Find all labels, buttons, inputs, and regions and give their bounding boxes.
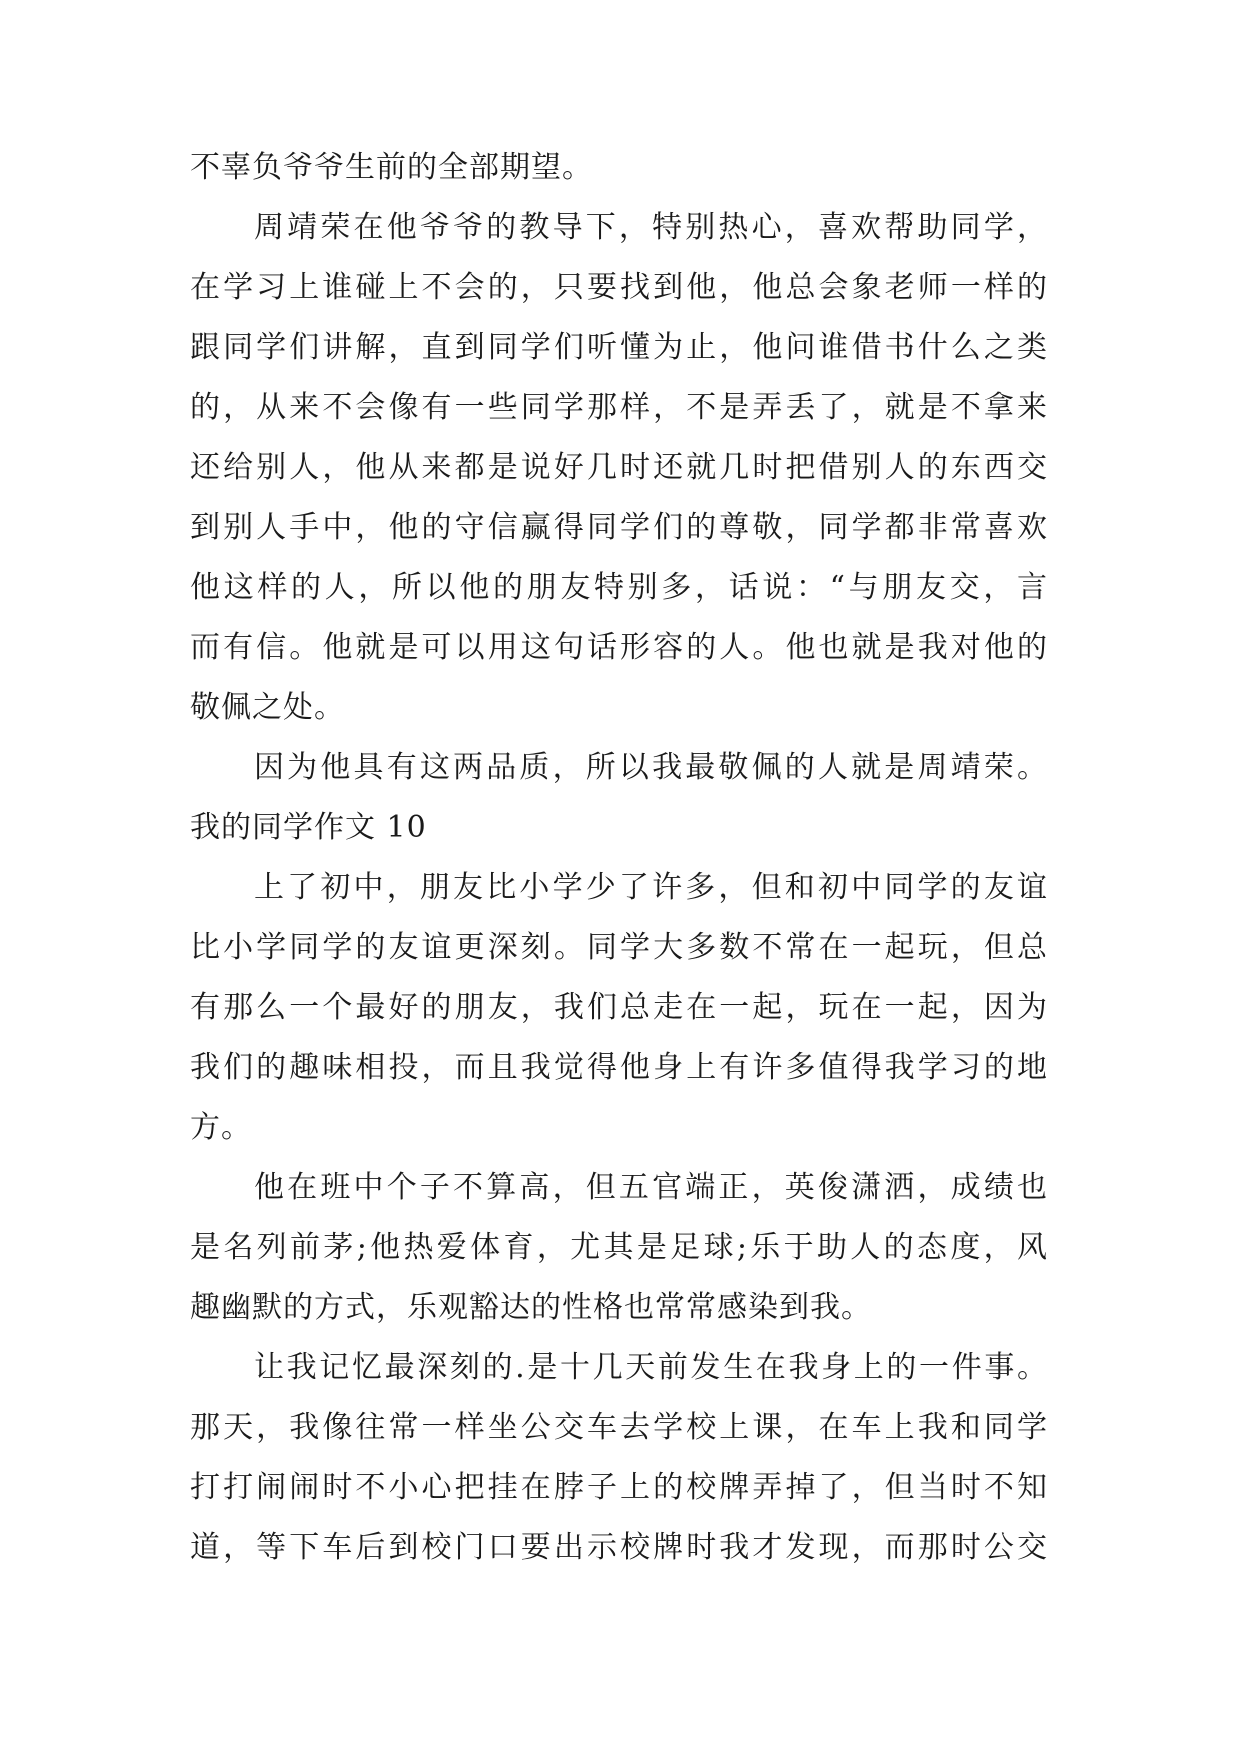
text-line-15: 有那么一个最好的朋友，我们总走在一起，玩在一起，因为 bbox=[190, 990, 1048, 1025]
paragraph-conclusion: 因为他具有这两品质，所以我最敬佩的人就是周靖荣。 bbox=[254, 750, 1048, 785]
paragraph-start-memory: 让我记忆最深刻的.是十几天前发生在我身上的一件事。 bbox=[254, 1350, 1048, 1385]
paragraph-start-description: 他在班中个子不算高，但五官端正，英俊潇洒，成绩也 bbox=[254, 1170, 1048, 1205]
section-heading: 我的同学作文 10 bbox=[190, 810, 427, 845]
paragraph-start-junior-high: 上了初中，朋友比小学少了许多，但和初中同学的友谊 bbox=[254, 870, 1048, 905]
text-line-1: 不辜负爷爷生前的全部期望。 bbox=[190, 150, 593, 185]
text-line-22: 那天，我像往常一样坐公交车去学校上课，在车上我和同学 bbox=[190, 1410, 1048, 1445]
text-line-20: 趣幽默的方式，乐观豁达的性格也常常感染到我。 bbox=[190, 1290, 872, 1325]
text-line-4: 跟同学们讲解，直到同学们听懂为止，他问谁借书什么之类 bbox=[190, 330, 1048, 365]
text-line-23: 打打闹闹时不小心把挂在脖子上的校牌弄掉了，但当时不知 bbox=[190, 1470, 1048, 1505]
paragraph-start-zhou-jingrong: 周靖荣在他爷爷的教导下，特别热心，喜欢帮助同学， bbox=[254, 210, 1048, 245]
text-line-19: 是名列前茅;他热爱体育，尤其是足球;乐于助人的态度，风 bbox=[190, 1230, 1048, 1265]
text-line-7: 到别人手中，他的守信赢得同学们的尊敬，同学都非常喜欢 bbox=[190, 510, 1048, 545]
text-line-8: 他这样的人，所以他的朋友特别多，话说：“与朋友交，言 bbox=[190, 570, 1048, 605]
text-line-14: 比小学同学的友谊更深刻。同学大多数不常在一起玩，但总 bbox=[190, 930, 1048, 965]
text-line-3: 在学习上谁碰上不会的，只要找到他，他总会象老师一样的 bbox=[190, 270, 1048, 305]
text-line-10: 敬佩之处。 bbox=[190, 690, 345, 725]
text-line-9: 而有信。他就是可以用这句话形容的人。他也就是我对他的 bbox=[190, 630, 1048, 665]
text-line-6: 还给别人，他从来都是说好几时还就几时把借别人的东西交 bbox=[190, 450, 1048, 485]
text-line-17: 方。 bbox=[190, 1110, 252, 1145]
text-line-24: 道，等下车后到校门口要出示校牌时我才发现，而那时公交 bbox=[190, 1530, 1048, 1565]
document-page bbox=[190, 0, 1050, 1754]
text-line-16: 我们的趣味相投，而且我觉得他身上有许多值得我学习的地 bbox=[190, 1050, 1048, 1085]
text-line-5: 的，从来不会像有一些同学那样，不是弄丢了，就是不拿来 bbox=[190, 390, 1048, 425]
